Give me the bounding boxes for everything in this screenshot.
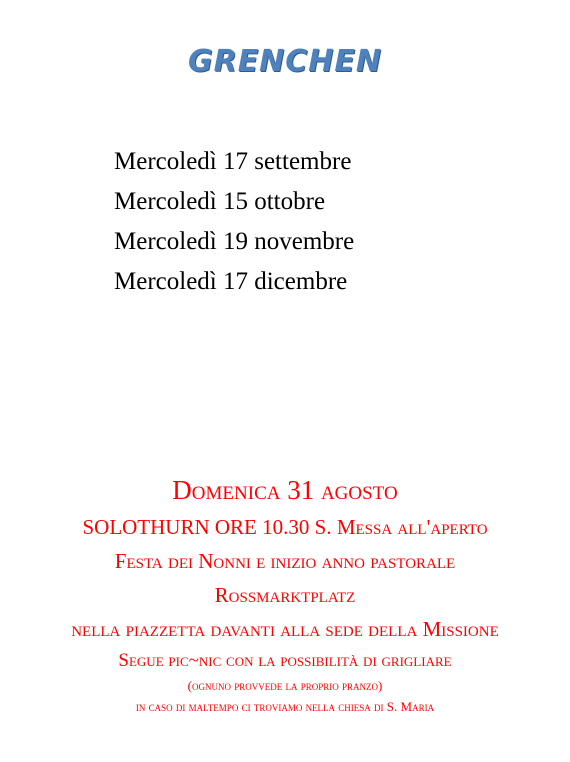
event-location-detail: nella piazzetta davanti alla sede della Missione bbox=[71, 617, 499, 641]
date-list bbox=[114, 142, 354, 302]
event-location: Rossmarktplatz bbox=[214, 583, 356, 607]
event-announcement bbox=[0, 470, 570, 718]
event-weather-note: in caso di maltempo ci troviamo nella chiesa di S. Maria bbox=[135, 699, 435, 714]
event-picnic-note: Segue pic~nic con la possibilità di grigliare bbox=[118, 650, 452, 671]
date-item: Mercoledì 19 novembre bbox=[114, 228, 355, 255]
event-description: Festa dei Nonni e inizio anno pastorale bbox=[114, 549, 456, 573]
date-item: Mercoledì 17 settembre bbox=[114, 148, 352, 175]
page-title: GRENCHEN bbox=[187, 44, 383, 79]
event-place-time: SOLOTHURN ORE 10.30 S. Messa all'aperto bbox=[82, 515, 488, 539]
event-lunch-note: (ognuno provvede la proprio pranzo) bbox=[187, 678, 383, 693]
event-date: Domenica 31 agosto bbox=[172, 475, 398, 505]
date-item: Mercoledì 15 ottobre bbox=[114, 188, 326, 215]
date-item: Mercoledì 17 dicembre bbox=[114, 268, 348, 295]
